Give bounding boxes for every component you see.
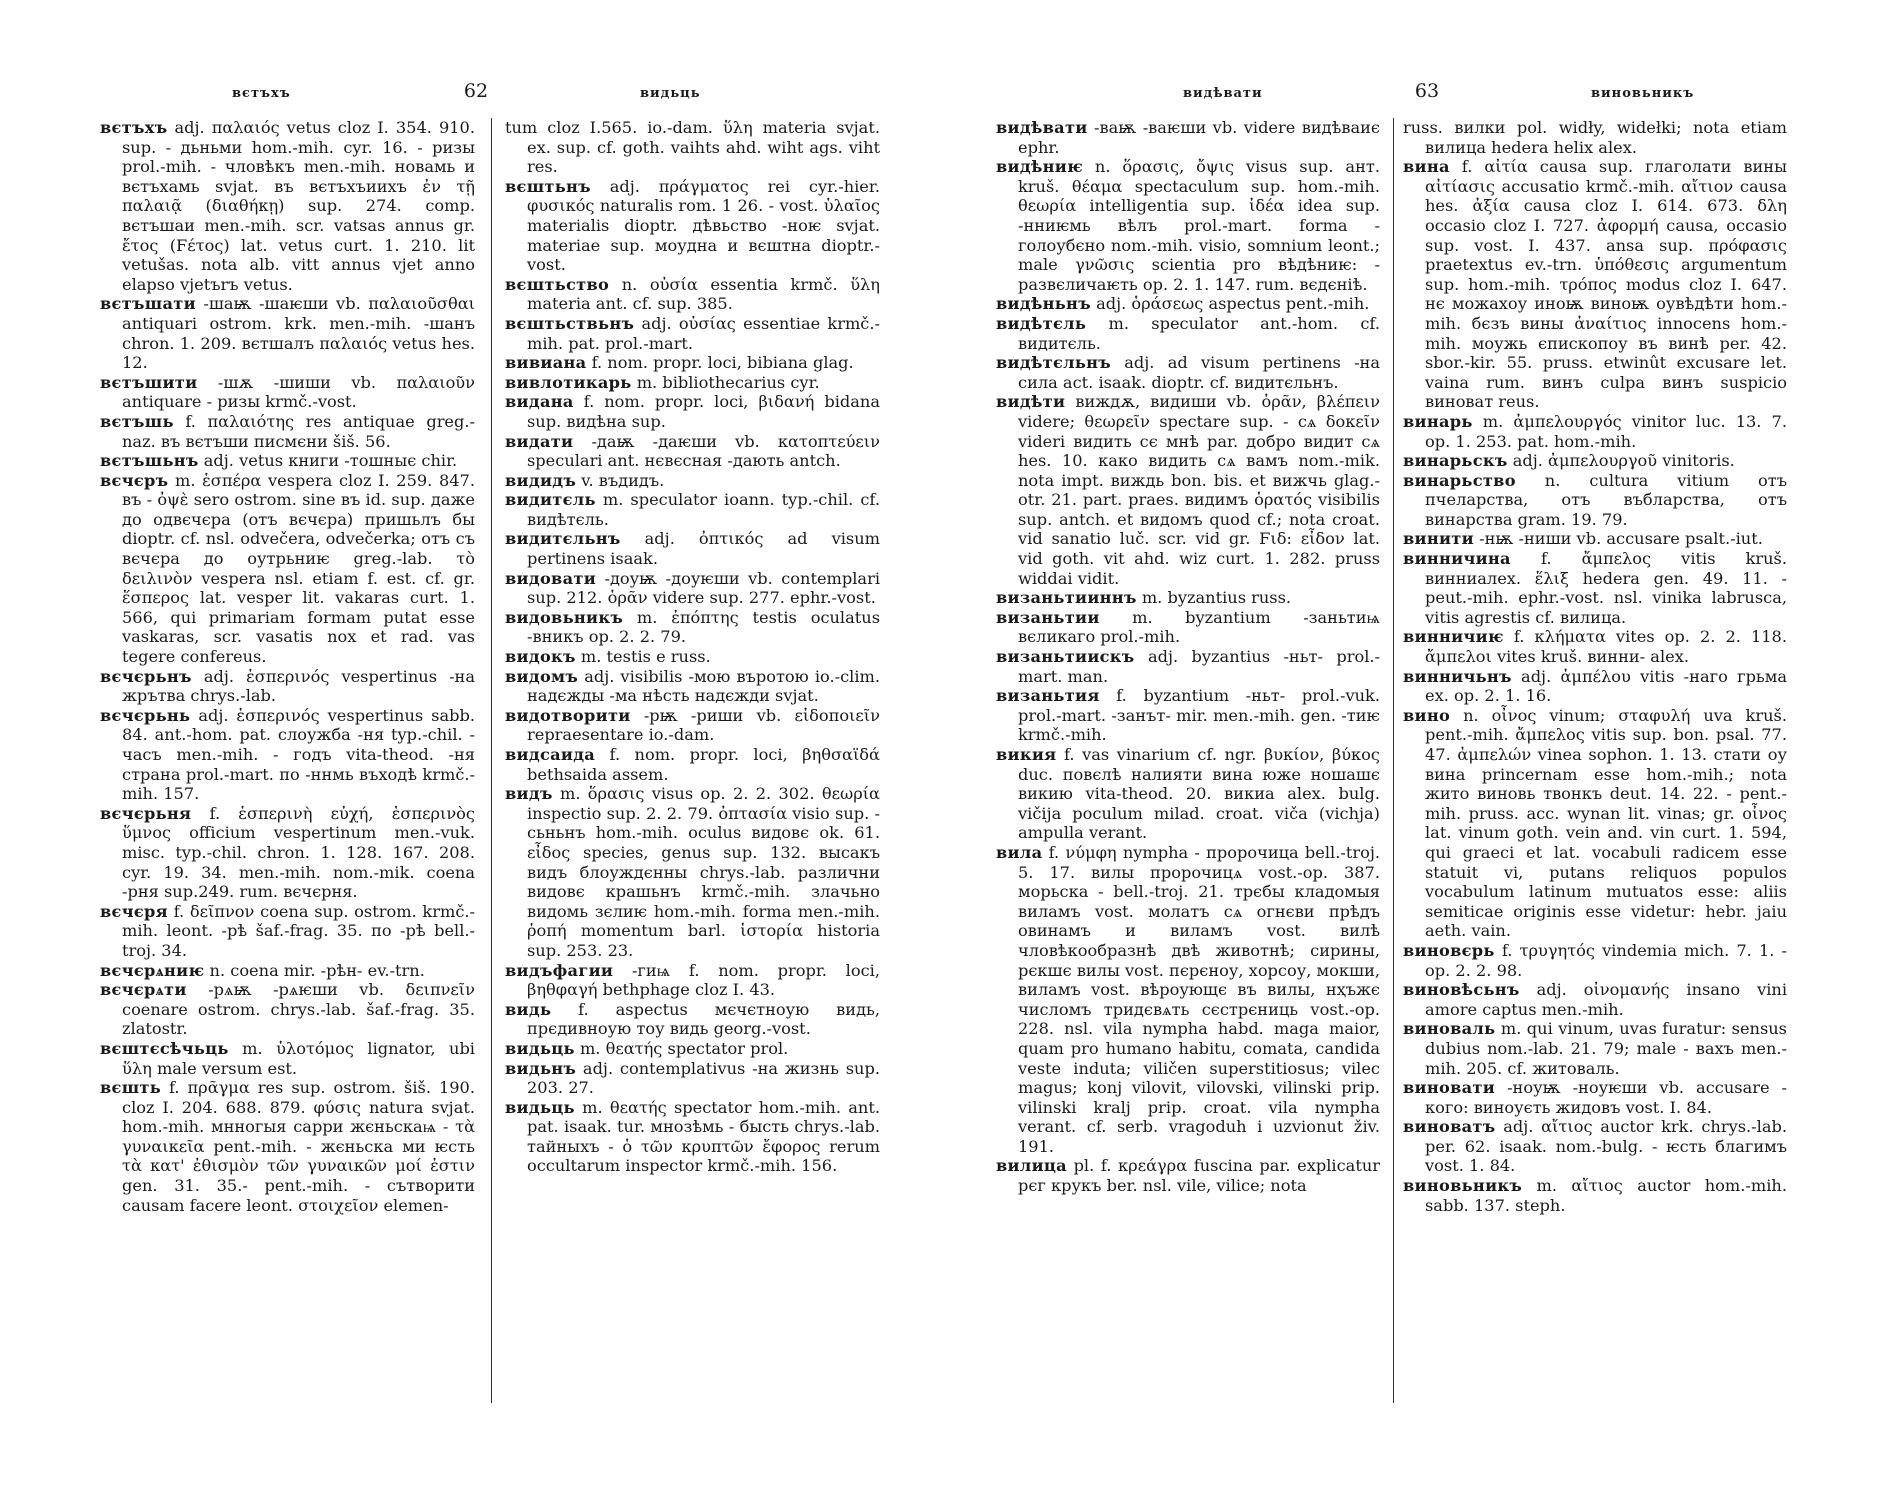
dictionary-entry <box>505 608 880 647</box>
entry-headword: видотворити <box>505 705 631 725</box>
dictionary-entry <box>996 843 1380 1157</box>
entry-headword: визаньтииннъ <box>996 588 1137 608</box>
entry-headword: видовати <box>505 568 597 588</box>
entry-headword: вєштьство <box>505 274 610 294</box>
dictionary-entry <box>505 275 880 314</box>
entry-text: adj. byzantius -ньт- prol.-mart. man. <box>1018 647 1380 686</box>
dictionary-entry <box>1403 1078 1787 1117</box>
dictionary-entry <box>996 392 1380 588</box>
dictionary-entry <box>505 647 880 667</box>
entry-headword: вивиана <box>505 353 587 373</box>
dictionary-entry <box>100 118 475 294</box>
entry-headword: видѣти <box>996 392 1066 412</box>
dictionary-entry <box>100 667 475 706</box>
entry-text: m. θεατής spectator hom.-mih. ant. pat. isaak. tur. мнозѣмь - бысть chrys.-lab. тайныхъ - ὁ τῶν κρυπτῶν ἔφορος rerum occultarum inspector krmč.-mih. 156. <box>527 1097 880 1176</box>
entry-headword: виноватъ <box>1403 1117 1496 1137</box>
dictionary-entry <box>1403 706 1787 941</box>
entry-headword: видѣтєльнъ <box>996 353 1111 373</box>
dictionary-entry <box>100 412 475 451</box>
entry-headword: видовьникъ <box>505 607 624 627</box>
dictionary-entry <box>100 980 475 1039</box>
entry-headword: вино <box>1403 705 1451 725</box>
entry-headword: винити <box>1403 529 1474 549</box>
entry-text: m. testis e russ. <box>580 647 711 667</box>
entry-headword: вєтъшити <box>100 372 198 392</box>
entry-text: f. byzantium -ньт- prol.-vuk. prol.-mart. -занът- mir. men.-mih. gen. -тиѥ krmč.-mih. <box>1018 686 1380 745</box>
entry-text: f. τρυγητός vindemia mich. 7. 1. - op. 2. 2. 98. <box>1425 940 1787 980</box>
entry-text: m. ἐπόπτης testis oculatus -вникъ op. 2. 2. 79. <box>527 607 880 647</box>
entry-text: n. coena mir. -рѣн- ev.-trn. <box>209 960 425 980</box>
entry-headword: вєчєрѧниѥ <box>100 960 205 980</box>
entry-text: -ноуѭ -ноуѥши vb. accusare - кого: виноуєть жидовъ vost. I. 84. <box>1425 1078 1787 1117</box>
entry-text: adj. ἀμπελουργοῦ vinitoris. <box>1512 451 1735 471</box>
entry-text: f. κλήματα vites op. 2. 2. 118. ἄμπελοι vites kruš. винни- alex. <box>1425 627 1787 667</box>
dictionary-entry <box>505 314 880 353</box>
entry-headword: вєштєсѣчьць <box>100 1038 229 1058</box>
entry-text: m. αἴτιος auctor hom.-mih. sabb. 137. steph. <box>1425 1176 1787 1215</box>
dictionary-entry <box>996 353 1380 392</box>
dictionary-entry <box>1403 412 1787 451</box>
dictionary-entry <box>1403 471 1787 530</box>
dictionary-entry <box>505 745 880 784</box>
dictionary-entry <box>996 608 1380 647</box>
dictionary-entry <box>505 667 880 706</box>
entry-text: adj. παλαιός vetus cloz I. 354. 910. sup. - дьньми hom.-mih. cyr. 16. - ризы prol.-mih. - чловѣкъ men.-mih. новамь и вєтъхамь svjat. въ вєтъхъиихъ ἐν τῇ παλαιᾷ (διαθήκῃ) sup. 274. comp. вєтъшаи men.-mih. scr. vatsas annus gr. ἔτος (Ϝέτος) lat. vetus curt. 1. 210. lit vetušas. nota alb. vitt annus vjet anno elapso vjetъrъ vetus. <box>122 118 475 294</box>
entry-text: adj. ἑσπερινός vespertinus -на жрътва chrys.-lab. <box>122 666 475 706</box>
right-page-number: 63 <box>1414 80 1440 102</box>
entry-text: adj. visibilis -мою въротою io.-clim. надєжды -ма нѣсть надєжди svjat. <box>527 666 880 706</box>
dictionary-entry <box>505 961 880 1000</box>
entry-headword: виновати <box>1403 1078 1496 1098</box>
entry-headword: вєтъшь <box>100 411 174 431</box>
right-page-column-1 <box>996 118 1380 1400</box>
entry-headword: видитєль <box>505 490 596 510</box>
entry-text: n. οὐσία essentia krmč. ὕλη materia ant. cf. sup. 385. <box>527 274 880 314</box>
dictionary-entry <box>505 1000 880 1039</box>
entry-text: russ. вилки pol. widły, widełki; nota etiam вилица hedera helix alex. <box>1403 118 1787 157</box>
dictionary-entry <box>1403 980 1787 1019</box>
dictionary-entry <box>505 706 880 745</box>
entry-text: f. nom. propr. loci, βιδανή bidana sup. видѣна sup. <box>527 392 880 431</box>
entry-text: m. byzantius russ. <box>1141 588 1292 608</box>
left-page-column-2 <box>505 118 880 1400</box>
entry-text: -шѫ -шиши vb. παλαιοῦν antiquare - ризы krmč.-vost. <box>122 372 475 412</box>
dictionary-entry <box>505 1039 880 1059</box>
entry-headword: видана <box>505 392 574 412</box>
dictionary-entry <box>996 294 1380 314</box>
entry-text: -даѭ -даѥши vb. κατοπτεύειν speculari ant. нєвєсная -дають antch. <box>527 431 880 471</box>
dictionary-entry <box>100 373 475 412</box>
dictionary-entry <box>996 686 1380 745</box>
dictionary-entry <box>1403 627 1787 666</box>
dictionary-entry <box>100 451 475 471</box>
entry-headword: виновєрь <box>1403 940 1495 960</box>
dictionary-entry <box>996 314 1380 353</box>
entry-headword: вєчєрѧти <box>100 980 187 1000</box>
entry-headword: визаньтиискъ <box>996 647 1135 667</box>
entry-headword: виноваль <box>1403 1019 1496 1039</box>
entry-text: m. ὅρασις visus op. 2. 2. 302. θεωρία inspectio sup. 2. 2. 79. ὀπτασία visio sup. - сьньнъ hom.-mih. oculus видовє ok. 61. εἶδος species, genus sup. 132. высакъ видъ блоуждєнны chrys.-lab. различни видовє крашьнъ krmč.-mih. злачьно видомь зєлиѥ hom.-mih. forma men.-mih. ῥοπή momentum barl. ἱστορία historia sup. 253. 23. <box>527 784 880 960</box>
entry-headword: вєчєрьнь <box>100 705 191 725</box>
entry-text: m. ὑλοτόμος lignator, ubi ὕλη male versum est. <box>122 1038 475 1078</box>
entry-text: adj. οὐσίας essentiae krmč.-mih. pat. prol.-mart. <box>527 313 880 353</box>
dictionary-entry <box>505 569 880 608</box>
entry-headword: вєчєрьнъ <box>100 666 192 686</box>
dictionary-entry <box>505 432 880 471</box>
entry-text: adj. οἰνομανής insano vini amore captus men.-mih. <box>1425 980 1787 1019</box>
entry-text: f. aspectus мєчєтноую видь, прєдивноую тоу видь georg.-vost. <box>527 999 880 1039</box>
right-page-column-2 <box>1403 118 1787 1400</box>
entry-text: adj. ad visum pertinens -на сила act. isaak. dioptr. cf. видитєльнъ. <box>1018 353 1380 392</box>
dictionary-entry <box>1403 1176 1787 1215</box>
entry-headword: видидъ <box>505 470 577 490</box>
entry-headword: вилица <box>996 1156 1067 1176</box>
entry-headword: виновѣсьнъ <box>1403 980 1520 1000</box>
entry-text: f. δεῖπνον coena sup. ostrom. krmč.-mih. leont. -рѣ šaf.-frag. 35. по -рѣ bell.-troj. 34. <box>122 901 475 960</box>
dictionary-entry <box>996 157 1380 294</box>
entry-text: f. nom. propr. loci, bibiana glag. <box>591 353 854 373</box>
entry-headword: винничиѥ <box>1403 627 1504 647</box>
entry-text: adj. πράγματος rei cyr.-hier. φυσικός naturalis rom. 1 26. - vost. ὑλαῖος materialis dioptr. дѣвьство -ноѥ svjat. materiae sup. моудна и вєштна dioptr.-vost. <box>527 176 880 275</box>
entry-headword: вєштьствьнъ <box>505 313 635 333</box>
entry-headword: видѣниѥ <box>996 157 1083 177</box>
dictionary-entry <box>1403 941 1787 980</box>
entry-text: -нѭ -ниши vb. accusare psalt.-iut. <box>1479 529 1763 549</box>
right-page <box>951 0 1902 1500</box>
entry-text: -ваѭ -ваѥши vb. videre видѣваиє ephr. <box>1018 118 1380 157</box>
dictionary-entry <box>100 1078 475 1215</box>
dictionary-entry <box>1403 667 1787 706</box>
entry-headword: видати <box>505 431 574 451</box>
dictionary-entry <box>505 1098 880 1176</box>
entry-text: f. nom. propr. loci, βηθσαϊδά bethsaida assem. <box>527 745 880 784</box>
entry-text: m. qui vinum, uvas furatur: sensus dubius nom.-lab. 21. 79; male - вахъ men.-mih. 205. cf. житоваль. <box>1425 1019 1787 1078</box>
dictionary-entry <box>996 588 1380 608</box>
dictionary-entry <box>1403 157 1787 412</box>
entry-headword: вєчєръ <box>100 470 169 490</box>
entry-text: v. въдидъ. <box>581 470 665 490</box>
entry-headword: видѣтєль <box>996 313 1087 333</box>
entry-text: pl. f. κρεάγρα fuscina par. explicatur рєг крукъ ber. nsl. vile, vilice; nota <box>1018 1156 1380 1196</box>
entry-text: виждѫ, видиши vb. ὁρᾶν, βλέπειν videre; θεωρεῖν spectare sup. - сѧ δοκεῖν videri видить сє мнѣ par. добро видит сѧ hes. 10. како видить сѧ вамъ nom.-mik. nota impt. виждь bon. bis. et вижчь glag.-otr. 21. part. praes. видимъ ὁρατός visibilis sup. antch. et видомъ quod cf.; nota croat. vid sanatio luč. scr. vid gr. Ϝιδ: εἶδον lat. vid goth. vit ahd. wiz curt. 1. 282. pruss widdai vidit. <box>1018 392 1380 588</box>
entry-text: m. byzantium -заньтиѩ вєликаго prol.-mih. <box>1018 607 1380 647</box>
entry-text: adj. ὁράσεως aspectus pent.-mih. <box>1096 294 1370 314</box>
dictionary-entry <box>996 647 1380 686</box>
dictionary-entry <box>505 490 880 529</box>
entry-text: n. οἶνος vinum; σταφυλή uva kruš. pent.-mih. ἄμπελος vitis sup. bon. psal. 77. 47. ἀμπελών vinea sophon. 1. 13. стати оу вина princernam esse hom.-mih.; nota жито виновь твонкъ deut. 14. 22. - pent.-mih. pruss. acc. wynan lit. vinas; gr. οἶνος lat. vinum goth. vein and. vin curt. 1. 594, qui graeci et lat. vocabuli radicem esse statuit vi, putans reliquos populos vocabulum latinum mutuatos esse: aliis semiticae originis esse videtur: hebr. jaiu aeth. vain. <box>1425 705 1787 941</box>
entry-headword: винарь <box>1403 411 1473 431</box>
entry-headword: винничьнъ <box>1403 666 1512 686</box>
left-running-head-left: вєтъхъ <box>232 86 291 101</box>
dictionary-entry <box>996 745 1380 843</box>
entry-text: m. θεατής spectator prol. <box>579 1038 789 1058</box>
dictionary-entry <box>100 1039 475 1078</box>
dictionary-entry <box>505 1059 880 1098</box>
entry-text: adj. contemplativus -на жизнь sup. 203. 27. <box>527 1058 880 1098</box>
entry-text: -доуѭ -доуѥши vb. contemplari sup. 212. ὁρᾶν videre sup. 277. ephr.-vost. <box>527 568 880 608</box>
dictionary-entry <box>505 392 880 431</box>
entry-headword: видитєльнъ <box>505 529 621 549</box>
entry-text: -шаѭ -шаѥши vb. παλαιοῦσθαι antiquari ostrom. krk. men.-mih. -шанъ chron. 1. 209. вєтшалъ παλαιός vetus hes. 12. <box>122 294 475 373</box>
dictionary-entry <box>996 1156 1380 1195</box>
entry-headword: видъфагии <box>505 960 614 980</box>
entry-headword: видомъ <box>505 666 579 686</box>
dictionary-entry <box>1403 549 1787 627</box>
dictionary-entry <box>505 784 880 960</box>
entry-headword: вєтъшати <box>100 294 196 314</box>
entry-text: f. vas vinarium cf. ngr. βυκίον, βύκος duc. повєлѣ налияти вина юже ношашє викию vita-theod. 20. викиа alex. bulg. vičija poculum milad. croat. viča (vichja) ampulla verant. <box>1018 745 1380 843</box>
entry-text: f. αἰτία causa sup. глаголати вины αἰτίασις accusatio krmč.-mih. αἴτιον causa hes. ἀξία causa cloz I. 614. 673. δλη occasio cloz I. 727. ἀφορμή causa, occasio sup. vost. I. 437. ansa sup. πρόφασις praetextus ev.-trn. ὑπόθεσις argumentum sup. hom.-mih. τρόπος modus cloz I. 647. нє можахоу иноѭ виноѭ оувѣдѣти hom.-mih. бєзъ вины ἀναίτιος innocens hom.-mih. моужь єпископоу въ винѣ per. 42. sbor.-kir. 55. pruss. etwinût excusare let. vaina rum. винъ culpa винъ suspicio виноват reus. <box>1425 157 1787 412</box>
entry-headword: вєшть <box>100 1078 162 1098</box>
entry-text: -рѭ -риши vb. εἰδοποιεῖν repraesentare io.-dam. <box>527 705 880 745</box>
left-running-head-right: видьць <box>640 86 701 101</box>
entry-text: m. speculator ioann. typ.-chil. cf. видѣтєль. <box>527 490 880 529</box>
dictionary-entry <box>505 353 880 373</box>
entry-headword: видьць <box>505 1038 575 1058</box>
entry-text: n. cultura vitium отъ пчеларства, отъ въбларства, отъ винарства gram. 19. 79. <box>1425 470 1787 529</box>
entry-text: tum cloz I.565. io.-dam. ὕλη materia svjat. ex. sup. cf. goth. vaihts ahd. wiht ags. viht res. <box>505 118 880 177</box>
entry-text: -гиѩ f. nom. propr. loci, βηθφαγή bethphage cloz I. 43. <box>527 960 880 1000</box>
dictionary-entry <box>100 902 475 961</box>
entry-headword: видѣвати <box>996 118 1088 137</box>
entry-headword: вєштьнъ <box>505 176 591 196</box>
entry-headword: вєтъшьнъ <box>100 451 199 471</box>
entry-headword: визаньтия <box>996 686 1100 706</box>
entry-headword: вєчєря <box>100 901 168 921</box>
entry-text: -рѧѭ -рѧѥши vb. δειπνεῖν coenare ostrom. chrys.-lab. šaf.-frag. 35. zlatostr. <box>122 980 475 1039</box>
entry-headword: видьнъ <box>505 1058 577 1078</box>
dictionary-entry <box>100 961 475 981</box>
dictionary-entry <box>100 471 475 667</box>
left-column-divider <box>491 118 492 1403</box>
entry-headword: видсаида <box>505 745 596 764</box>
entry-text: f. παλαιότης res antiquae greg.-naz. въ вєтъши писмєни šiš. 56. <box>122 411 475 451</box>
entry-text: f. πρᾶγμα res sup. ostrom. šiš. 190. cloz I. 204. 688. 879. φύσις natura svjat. hom.-mih. мнногыя сарри жєньскаѩ - τὰ γυναικεῖα pent.-mih. - жєньска ми ѥсть τὰ κατ' ἐθισμὸν τῶν γυναικῶν μοί ἐστιν gen. 31. 35.- pent.-mih. - сътворити causam facere leont. στοιχεῖον elemen- <box>122 1078 475 1215</box>
entry-headword: визаньтии <box>996 607 1100 627</box>
dictionary-entry <box>1403 529 1787 549</box>
entry-text: f. ἄμπελος vitis kruš. винниалex. ἕλιξ hedera gen. 49. 11. - peut.-mih. ephr.-vost. nsl. vinika labrusca, vitis agrestis cf. вилица. <box>1425 549 1787 627</box>
entry-headword: винничина <box>1403 549 1511 569</box>
entry-text: f. νύμφη nympha - пророчица bell.-troj. 5. 17. вилы пророчицѧ vost.-op. 387. морьска - bell.-troj. 21. трєбы кладомыя виламъ vost. молатъ сѧ огнєви прѣдъ овинамъ и виламъ vost. вилѣ чловѣкообразнѣ двѣ животнѣ; сирины, рєкшє вилы vost. пєрєноу, хорсоу, мокши, виламъ vost. вѣроующє въ вилы, нҳъжє числомъ тридєвѧть сєстрєниць vost.-op. 228. nsl. vila nympha habd. maga maior, quam pro humano habitu, comata, candida veste induta; viličen superstitiosus; vilec magus; konj vilovit, vilovski, vilinski prip. vilinski kralj prip. croat. vila nympha verant. cf. serb. vragoduh i uzvionut živ. 191. <box>1018 842 1380 1156</box>
dictionary-entry <box>100 294 475 372</box>
entry-headword: вила <box>996 842 1043 862</box>
entry-headword: винарьство <box>1403 470 1516 490</box>
dictionary-entry <box>100 706 475 804</box>
entry-text: adj. vetus книги -тошныє chir. <box>203 451 458 471</box>
entry-text: m. ἀμπελουργός vinitor luc. 13. 7. op. 1. 253. pat. hom.-mih. <box>1425 411 1787 451</box>
left-page-number: 62 <box>463 80 489 102</box>
right-column-divider <box>1393 118 1394 1403</box>
entry-text: n. ὅρασις, ὄψις visus sup. ант. kruš. θέαμα spectaculum sup. hom.-mih. θεωρία intelligentia sup. ἰδέα idea sup. -нниѥмь вѣлъ prol.-mart. forma - голоубєно nom.-mih. visio, somnium leont.; male γνῶσις scientia pro вѣдѣниѥ: - развєличаѥть op. 2. 1. 147. rum. вєдєніѣ. <box>1018 157 1380 294</box>
entry-headword: винарьскъ <box>1403 451 1508 471</box>
entry-headword: виновьникъ <box>1403 1176 1523 1196</box>
entry-text: m. bibliothecarius cyr. <box>636 372 820 392</box>
entry-headword: викия <box>996 745 1057 764</box>
entry-headword: вина <box>1403 157 1450 177</box>
right-running-head-left: видѣвати <box>1183 86 1263 101</box>
dictionary-entry <box>1403 118 1787 157</box>
entry-text: adj. ἑσπερινός vespertinus sabb. 84. ant.-hom. pat. слоужба -ня typ.-chil. - часъ men.-mih. - годъ vita-theod. -ня страна prol.-mart. по -ннмь въходѣ krmč.-mih. 157. <box>122 705 475 804</box>
entry-headword: видъ <box>505 784 553 804</box>
right-running-head-right: виновьникъ <box>1591 86 1695 101</box>
dictionary-entry <box>505 471 880 491</box>
dictionary-entry <box>1403 1117 1787 1176</box>
entry-headword: видѣньнъ <box>996 294 1091 314</box>
dictionary-entry <box>996 118 1380 157</box>
entry-text: adj. ἀμπέλου vitis -наго грьма ex. op. 2. 1. 16. <box>1425 666 1787 706</box>
entry-headword: видокъ <box>505 647 576 667</box>
dictionary-entry <box>505 529 880 568</box>
entry-text: adj. ὀπτικός ad visum pertinens isaak. <box>527 529 880 569</box>
entry-headword: вєтъхъ <box>100 118 168 137</box>
entry-text: adj. αἴτιος auctor krk. chrys.-lab. per. 62. isaak. nom.-bulg. - ѥсть благимъ vost. 1. 84. <box>1425 1117 1787 1176</box>
dictionary-entry <box>1403 451 1787 471</box>
dictionary-entry <box>1403 1019 1787 1078</box>
entry-headword: видьць <box>505 1097 575 1117</box>
entry-text: m. speculator ant.-hom. cf. видитєль. <box>1018 313 1380 353</box>
dictionary-entry <box>505 177 880 275</box>
entry-headword: вивлотикарь <box>505 372 632 392</box>
left-page-column-1 <box>100 118 475 1400</box>
entry-text: f. ἑσπερινὴ εὐχή, ἑσπερινὸς ὕμνος officium vespertinum men.-vuk. misc. typ.-chil. chron. 1. 128. 167. 208. cyr. 19. 34. men.-mih. nom.-mik. coena -рня sup.249. rum. вєчєрня. <box>122 803 475 902</box>
dictionary-entry <box>505 373 880 393</box>
dictionary-entry <box>505 118 880 177</box>
dictionary-entry <box>100 804 475 902</box>
entry-headword: видь <box>505 999 552 1019</box>
entry-headword: вєчєрьня <box>100 803 192 823</box>
entry-text: m. ἑσπέρα vespera cloz I. 259. 847. въ - ὀψὲ sero ostrom. sine въ id. sup. даже до одвєчєра (отъ вєчєра) пришьлъ бы dioptr. cf. nsl. odvečera, odvečerka; отъ съ вєчєра до оутрьниѥ greg.-lab. τὸ δειλινὸν vespera nsl. etiam f. est. cf. gr. ἕσπερος lat. vesper lit. vakaras curt. 1. 566, qui primariam formam putat esse vaskaras, scr. vasatis nox et rad. vas tegere confereus. <box>122 470 475 667</box>
